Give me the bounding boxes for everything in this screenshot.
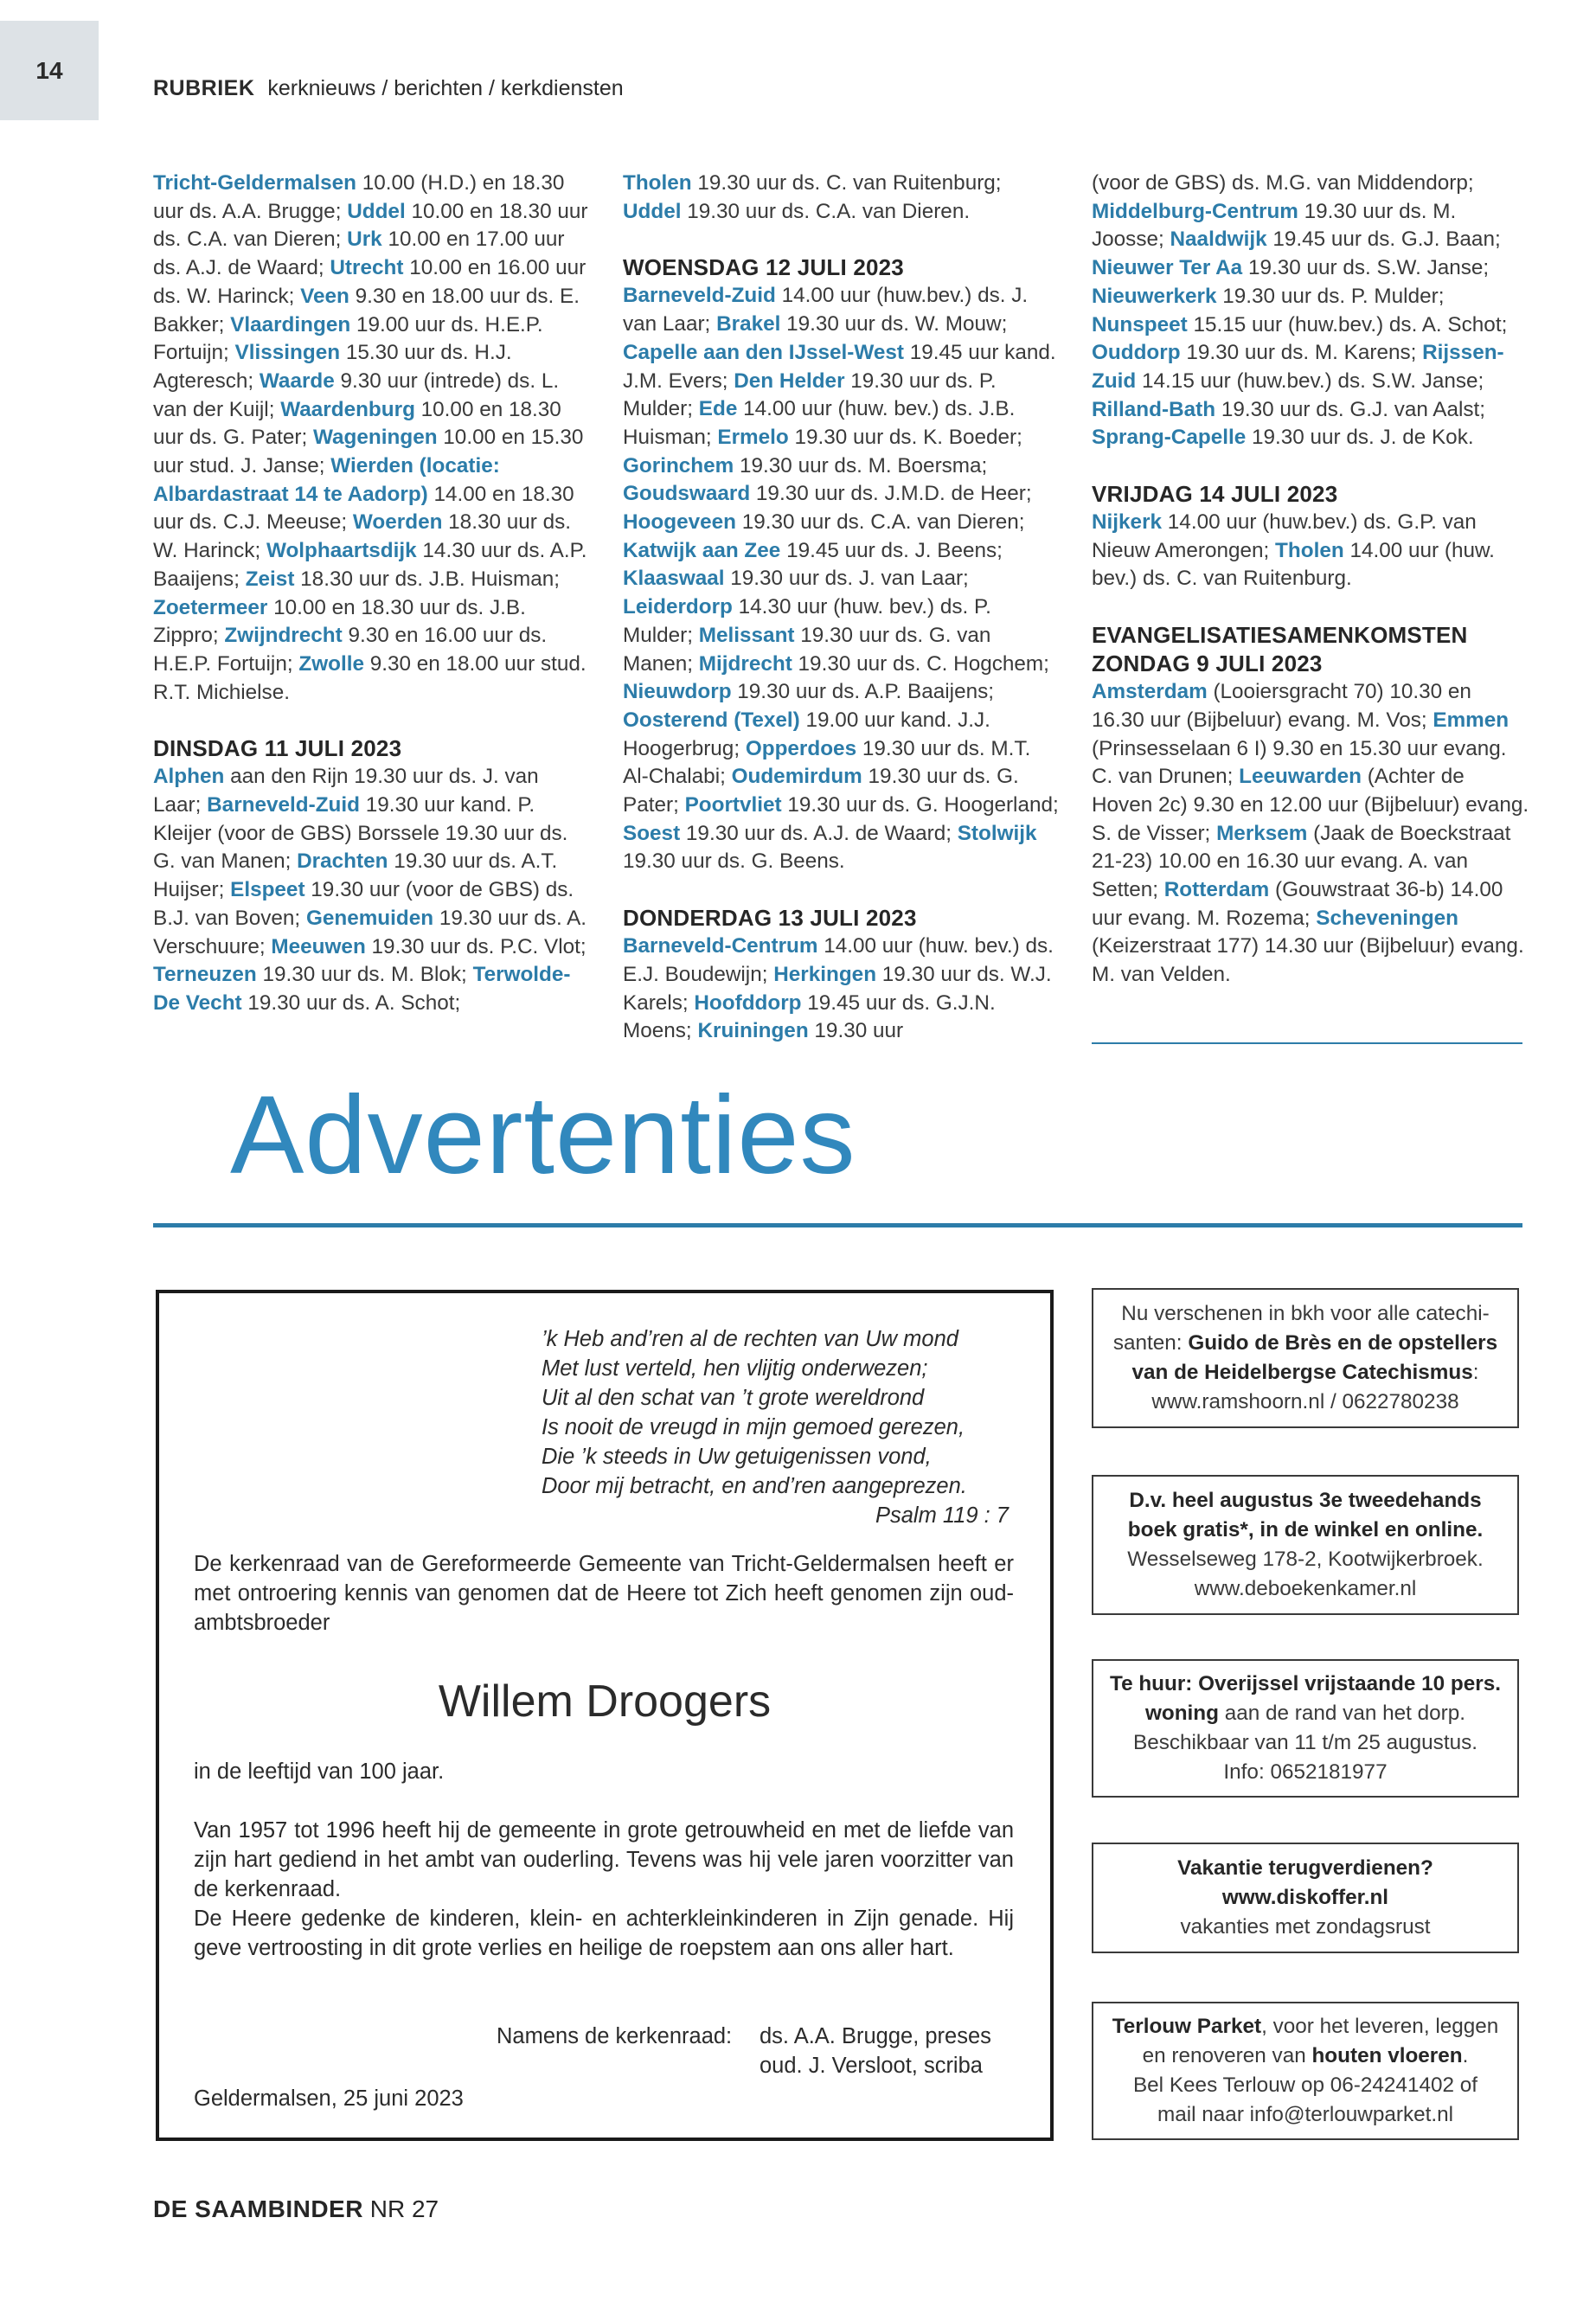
ad-text: mail naar info@terlouwparket.nl xyxy=(1157,2103,1454,2126)
place-name: Kruiningen xyxy=(697,1019,809,1043)
place-name: Mijdrecht xyxy=(698,651,792,676)
ad-line xyxy=(1151,1388,1458,1417)
place-name: Ermelo xyxy=(717,425,789,449)
service-text: 19.30 uur ds. M.T. Al-Chalabi; xyxy=(623,736,1031,789)
service-text: 19.45 uur ds. J. Beens; xyxy=(780,538,1003,562)
service-text: 19.30 uur ds. C.A. van Dieren. xyxy=(681,199,971,223)
service-text: 9.30 uur (intrede) ds. L. van der Kuijl; xyxy=(153,369,560,421)
place-name: Nunspeet xyxy=(1092,312,1188,336)
service-text: 14.00 uur (huw. bev.) ds. E.J. Boudewijn; xyxy=(623,934,1054,986)
service-text: 18.30 uur ds. W. Harinck; xyxy=(153,510,572,563)
obituary-intro: De kerkenraad van de Gereformeerde Gemeente van Tricht-Geldermalsen heeft er met ontroering kennis van genomen dat de Heere tot Zich heeft genomen zijn oud-ambtsbroeder xyxy=(194,1552,1014,1635)
service-text: (Achter de Hoven 2c) 9.30 en 12.00 uur (Bijbeluur) evang. S. de Visser; xyxy=(1092,765,1529,845)
issue-number: NR 27 xyxy=(369,2195,439,2222)
service-text: 10.00 en 16.00 uur ds. W. Harinck; xyxy=(153,256,586,308)
place-name: Waardenburg xyxy=(280,397,415,421)
service-text: 14.00 uur (huw. bev.) ds. J.B. Huisman; xyxy=(623,397,1016,449)
place-name: Barneveld-Centrum xyxy=(623,934,818,958)
place-name: Poortvliet xyxy=(684,793,782,817)
service-text: 14.00 uur (huw.bev.) ds. G.P. van Nieuw Amerongen; xyxy=(1092,510,1477,562)
place-name: Naaldwijk xyxy=(1170,228,1267,252)
service-paragraph xyxy=(153,763,591,1017)
place-name: Sprang-Capelle xyxy=(1092,426,1247,450)
obituary-blessing: De Heere gedenke de kinderen, klein- en achterkleinkinderen in Zijn genade. Hij geve vertroosting in dit grote verlies en heilige de roepstem aan ons aller hart. xyxy=(194,1907,1014,1960)
ad-highlight: Guido de Brès en de opstellers xyxy=(1188,1331,1498,1355)
ad-text: www.ramshoorn.nl / 0622780238 xyxy=(1151,1390,1459,1413)
place-name: Vlaardingen xyxy=(230,312,351,336)
ad-highlight: Vakantie terugverdienen? xyxy=(1177,1856,1433,1880)
place-name: Stolwijk xyxy=(957,821,1037,845)
service-text: (Gouwstraat 36-b) 14.00 uur evang. M. Rozema; xyxy=(1092,878,1503,930)
service-text: 19.30 uur ds. G. Beens. xyxy=(623,849,845,874)
place-name: Utrecht xyxy=(330,256,404,280)
service-paragraph xyxy=(623,933,1061,1046)
service-text: 19.30 uur ds. A.T. Huijser; xyxy=(153,849,558,902)
service-text: 19.30 uur ds. G. Hoogerland; xyxy=(781,793,1059,817)
evangelisation-heading: EVANGELISATIESAMENKOMSTEN xyxy=(1092,622,1468,649)
signature-label: Namens de kerkenraad: xyxy=(497,2024,733,2048)
psalm-line: Door mij betracht, en and’ren aangeprezen. xyxy=(542,1474,967,1498)
place-name: Katwijk aan Zee xyxy=(623,538,781,562)
service-text: 19.30 uur ds. P. Mulder; xyxy=(1216,284,1445,308)
ad-line xyxy=(1223,1758,1387,1787)
service-text: 19.30 uur ds. C. Hogchem; xyxy=(792,651,1049,676)
service-text: 14.00 uur (huw.bev.) ds. J. van Laar; xyxy=(623,284,1029,336)
place-name: Zwijndrecht xyxy=(224,624,343,648)
place-name: Tholen xyxy=(623,171,692,195)
rubric-label: RUBRIEK xyxy=(153,76,255,100)
place-name: Oosterend (Texel) xyxy=(623,708,800,732)
place-name: Leeuwarden xyxy=(1239,765,1362,789)
service-paragraph xyxy=(153,170,591,707)
place-name: Barneveld-Zuid xyxy=(207,793,360,817)
rubric-subtitle: kerknieuws / berichten / kerkdiensten xyxy=(267,76,624,100)
service-text: 19.30 uur ds. P.C. Vlot; xyxy=(365,934,586,958)
service-text: (Prinsesselaan 6 I) 9.30 en 15.30 uur evang. C. van Drunen; xyxy=(1092,736,1507,789)
service-text: 14.30 uur (huw. bev.) ds. P. Mulder; xyxy=(623,595,991,647)
ad-text: aan de rand van het dorp. xyxy=(1218,1702,1466,1725)
place-name: Woerden xyxy=(352,510,443,535)
place-name: Barneveld-Zuid xyxy=(623,284,776,308)
service-text: 19.30 uur ds. P. Mulder; xyxy=(623,369,997,421)
place-name: Vlissingen xyxy=(234,341,341,365)
place-name: Zoetermeer xyxy=(153,595,268,619)
advertisements-title: Advertenties xyxy=(230,1074,856,1197)
service-text: 14.00 uur (huw. bev.) ds. C. van Ruitenburg. xyxy=(1092,538,1495,591)
place-name: Hoogeveen xyxy=(623,510,736,535)
place-name: Emmen xyxy=(1433,708,1509,732)
ad-line xyxy=(1127,1545,1483,1574)
service-text: 10.00 en 18.30 uur ds. J.B. Zippro; xyxy=(153,595,526,648)
ad-highlight: van de Heidelbergse Catechismus xyxy=(1131,1361,1473,1384)
service-text: 10.00 en 18.30 uur ds. C.A. van Dieren; xyxy=(153,199,588,252)
service-text: 19.30 uur kand. P. Kleijer (voor de GBS) Borssele 19.30 uur ds. G. van Manen; xyxy=(153,793,568,874)
place-name: Nijkerk xyxy=(1092,510,1163,535)
place-name: Nieuwerkerk xyxy=(1092,284,1217,308)
place-name: Wolphaartsdijk xyxy=(266,539,417,563)
ad-line xyxy=(1112,2012,1499,2041)
service-text: 19.30 uur ds. S.W. Janse; xyxy=(1242,256,1490,280)
service-text: 10.00 en 18.30 uur ds. G. Pater; xyxy=(153,397,561,450)
ad-text: Nu verschenen in bkh voor alle catechi- xyxy=(1121,1302,1490,1325)
place-name: Veen xyxy=(300,284,349,308)
service-text: 19.30 uur ds. M. Boersma; xyxy=(734,453,988,478)
service-text: aan den Rijn 19.30 uur ds. J. van Laar; xyxy=(153,765,539,817)
ad-line xyxy=(1133,2071,1477,2100)
service-paragraph xyxy=(1092,170,1529,452)
day-heading: ZONDAG 9 JULI 2023 xyxy=(1092,651,1323,677)
ad-line xyxy=(1110,1670,1501,1699)
ad-highlight: www.diskoffer.nl xyxy=(1221,1886,1389,1909)
service-text: 19.30 uur ds. G.J. van Aalst; xyxy=(1215,397,1486,421)
ad-text: Wesselseweg 178-2, Kootwijkerbroek. xyxy=(1127,1548,1484,1571)
ad-line xyxy=(1113,1329,1497,1358)
ad-line xyxy=(1129,1486,1481,1516)
service-text: 19.30 uur ds. J.M.D. de Heer; xyxy=(750,482,1032,506)
service-text: (Jaak de Boeckstraat 21-23) 10.00 en 16.30 uur evang. A. van Setten; xyxy=(1092,821,1511,902)
service-text: 19.30 uur ds. W. Mouw; xyxy=(780,312,1008,336)
place-name: Den Helder xyxy=(734,369,845,393)
place-name: Meeuwen xyxy=(271,934,366,958)
ad-line xyxy=(1143,2041,1469,2071)
place-name: Zwolle xyxy=(298,651,364,676)
ad-line xyxy=(1128,1516,1483,1545)
ad-text: . xyxy=(1462,2044,1469,2067)
ad-line xyxy=(1177,1854,1433,1883)
place-name: Zeist xyxy=(245,567,295,591)
psalm-line: Uit al den schat van ’t grote wereldrond xyxy=(542,1386,925,1410)
place-name: Middelburg-Centrum xyxy=(1092,199,1298,223)
service-text: 19.30 uur ds. C. van Ruitenburg; xyxy=(691,171,1002,195)
place-name: Urk xyxy=(347,228,382,252)
place-name: Terneuzen xyxy=(153,963,257,987)
advertisements-rule xyxy=(153,1223,1522,1227)
service-text: 10.00 en 15.30 uur stud. J. Janse; xyxy=(153,426,584,478)
place-name: Uddel xyxy=(623,199,682,223)
ad-text: , voor het leveren, leggen xyxy=(1261,2015,1499,2038)
column-left xyxy=(153,170,591,1018)
signer: ds. A.A. Brugge, preses xyxy=(760,2024,991,2048)
service-text: 19.30 uur ds. J. van Laar; xyxy=(724,567,969,591)
day-heading: DINSDAG 11 JULI 2023 xyxy=(153,735,402,762)
place-name: Alphen xyxy=(153,765,225,789)
service-paragraph xyxy=(623,282,1061,876)
place-name: Elspeet xyxy=(230,878,305,902)
place-name: Herkingen xyxy=(773,962,877,986)
deceased-name: Willem Droogers xyxy=(438,1676,772,1727)
ad-text: Info: 0652181977 xyxy=(1223,1760,1388,1784)
place-name: Brakel xyxy=(716,312,781,336)
ad-text: Beschikbaar van 11 t/m 25 augustus. xyxy=(1133,1731,1477,1754)
ad-highlight: Terlouw Parket xyxy=(1112,2015,1262,2038)
service-text: 19.30 uur ds. G. Pater; xyxy=(623,765,1019,817)
ad-highlight: houten vloeren xyxy=(1311,2044,1463,2067)
place-name: Scheveningen xyxy=(1316,906,1459,930)
psalm-reference: Psalm 119 : 7 xyxy=(875,1503,1009,1528)
service-text: 19.30 uur xyxy=(808,1019,904,1043)
place-name: Rijssen-Zuid xyxy=(1092,341,1504,393)
page-number: 14 xyxy=(35,56,63,84)
day-heading: DONDERDAG 13 JULI 2023 xyxy=(623,905,917,932)
service-text: 19.00 uur ds. H.E.P. Fortuijn; xyxy=(153,312,543,365)
ad-line xyxy=(1222,1883,1388,1913)
ad-catechism-book xyxy=(1092,1288,1519,1428)
service-text: 9.30 en 18.00 uur stud. R.T. Michielse. xyxy=(153,651,586,704)
psalm-verse xyxy=(542,1324,1009,1530)
column-middle xyxy=(623,170,1061,1046)
ad-line xyxy=(1131,1358,1478,1388)
place-name: Gorinchem xyxy=(623,453,734,478)
service-text: 19.30 uur ds. G. van Manen; xyxy=(623,623,991,676)
day-heading: VRIJDAG 14 JULI 2023 xyxy=(1092,481,1338,508)
service-text: (voor de GBS) ds. M.G. van Middendorp; xyxy=(1092,171,1474,195)
place-name: Ouddorp xyxy=(1092,341,1181,365)
psalm-line: Is nooit de vreugd in mijn gemoed gerezen, xyxy=(542,1415,965,1439)
place-name: Nieuwer Ter Aa xyxy=(1092,256,1243,280)
place-name: Drachten xyxy=(297,849,388,874)
service-text: 9.30 en 16.00 uur ds. H.E.P. Fortuijn; xyxy=(153,624,548,676)
obituary-notice xyxy=(156,1290,1054,2141)
signers xyxy=(760,2022,991,2080)
service-text: 19.30 uur ds. A. Verschuure; xyxy=(153,906,587,958)
column-end-rule xyxy=(1092,1042,1522,1044)
service-text: 19.30 uur ds. J. de Kok. xyxy=(1246,426,1474,450)
service-text: 19.45 uur ds. G.J.N. Moens; xyxy=(623,990,996,1043)
service-text: 19.45 uur ds. G.J. Baan; xyxy=(1266,228,1501,252)
service-text: 14.30 uur ds. A.P. Baaijens; xyxy=(153,539,587,591)
place-name: Waarde xyxy=(259,369,335,393)
service-text: 19.45 uur kand. J.M. Evers; xyxy=(623,340,1056,393)
service-text: 19.30 uur ds. M. Joosse; xyxy=(1092,199,1457,252)
ad-line xyxy=(1180,1913,1430,1942)
service-text: 19.30 uur ds. C.A. van Dieren; xyxy=(735,510,1025,535)
place-name: Ede xyxy=(698,397,738,421)
psalm-line: ’k Heb and’ren al de rechten van Uw mond xyxy=(542,1327,958,1351)
place-name: Wierden (locatie: Albardastraat 14 te Aadorp) xyxy=(153,454,500,506)
place-name: Hoofddorp xyxy=(694,990,802,1015)
obituary-signature xyxy=(497,2022,991,2080)
obituary-service: Van 1957 tot 1996 heeft hij de gemeente in grote getrouwheid en met de liefde van zijn hart gediend in het ambt van ouderling. Tevens was hij vele jaren voorzitter van de kerkenraad. xyxy=(194,1818,1014,1901)
place-name: Merksem xyxy=(1216,821,1308,845)
day-heading: WOENSDAG 12 JULI 2023 xyxy=(623,254,904,281)
service-text: 10.00 (H.D.) en 18.30 uur ds. A.A. Brugge; xyxy=(153,171,565,223)
ad-text: Bel Kees Terlouw op 06-24241402 of xyxy=(1132,2073,1478,2097)
service-text: 19.30 uur ds. A. Schot; xyxy=(241,990,461,1015)
ad-text: www.deboekenkamer.nl xyxy=(1194,1577,1417,1600)
service-text: (Keizerstraat 177) 14.30 uur (Bijbeluur) evang. M. van Velden. xyxy=(1092,934,1524,987)
ad-line xyxy=(1157,2100,1453,2130)
psalm-line: Die ’k steeds in Uw getuigenissen vond, xyxy=(542,1445,932,1469)
page-footer xyxy=(153,2195,439,2223)
service-text: 15.15 uur (huw.bev.) ds. A. Schot; xyxy=(1187,312,1508,336)
place-name: Rilland-Bath xyxy=(1092,397,1216,421)
place-name: Uddel xyxy=(347,199,406,223)
ad-text: santen: xyxy=(1112,1331,1189,1355)
page-number-tab xyxy=(0,21,99,120)
place-name: Tricht-Geldermalsen xyxy=(153,171,356,195)
service-text: (Looiersgracht 70) 10.30 en 16.30 uur (Bijbeluur) evang. M. Vos; xyxy=(1092,680,1471,732)
ad-line xyxy=(1145,1699,1465,1728)
service-text: 19.00 uur kand. J.J. Hoogerbrug; xyxy=(623,708,990,760)
place-name: Amsterdam xyxy=(1092,680,1208,704)
ad-house-rental xyxy=(1092,1659,1519,1798)
place-name: Opperdoes xyxy=(745,736,857,760)
service-paragraph xyxy=(623,170,1061,226)
place-name: Melissant xyxy=(698,623,795,647)
place-name: Capelle aan den IJssel-West xyxy=(623,340,904,364)
place-name: Nieuwdorp xyxy=(623,680,732,704)
place-name: Terwolde-De Vecht xyxy=(153,963,571,1015)
place-name: Oudemirdum xyxy=(731,765,862,789)
service-text: 15.30 uur ds. H.J. Agteresch; xyxy=(153,341,512,393)
place-name: Soest xyxy=(623,821,681,845)
psalm-line: Met lust verteld, hen vlijtig onderwezen; xyxy=(542,1356,928,1381)
ad-text: en renoveren van xyxy=(1142,2044,1312,2067)
section-header xyxy=(153,76,624,101)
obituary-place-date: Geldermalsen, 25 juni 2023 xyxy=(194,2086,464,2111)
ad-holiday xyxy=(1092,1843,1519,1953)
service-paragraph xyxy=(1092,678,1529,990)
ad-text: : xyxy=(1472,1361,1479,1384)
service-text: 19.30 uur ds. A.J. de Waard; xyxy=(680,821,958,845)
service-text: 19.30 uur (voor de GBS) ds. B.J. van Boven; xyxy=(153,878,574,930)
magazine-name: DE SAAMBINDER xyxy=(153,2195,363,2222)
place-name: Klaaswaal xyxy=(623,567,725,591)
service-text: 19.30 uur ds. M. Blok; xyxy=(256,963,473,987)
ad-line xyxy=(1133,1728,1477,1758)
service-text: 19.30 uur ds. M. Karens; xyxy=(1180,341,1423,365)
ad-highlight: boek gratis*, in de winkel en online. xyxy=(1127,1518,1484,1541)
place-name: Leiderdorp xyxy=(623,595,733,619)
service-text: 14.15 uur (huw.bev.) ds. S.W. Janse; xyxy=(1136,369,1484,393)
service-text: 10.00 en 17.00 uur ds. A.J. de Waard; xyxy=(153,228,565,280)
service-text: 14.00 en 18.30 uur ds. C.J. Meeuse; xyxy=(153,482,574,535)
service-text: 19.30 uur ds. W.J. Karels; xyxy=(623,962,1052,1015)
ad-text: vakanties met zondagsrust xyxy=(1180,1915,1431,1939)
column-right xyxy=(1092,170,1529,990)
place-name: Tholen xyxy=(1275,538,1344,562)
service-text: 18.30 uur ds. J.B. Huisman; xyxy=(294,567,560,591)
obituary-age: in de leeftijd van 100 jaar. xyxy=(194,1759,445,1784)
place-name: Rotterdam xyxy=(1163,878,1270,902)
service-text: 19.30 uur ds. A.P. Baaijens; xyxy=(731,680,995,704)
signer: oud. J. Versloot, scriba xyxy=(760,2054,983,2078)
ad-highlight: D.v. heel augustus 3e tweedehands xyxy=(1129,1489,1482,1512)
service-paragraph xyxy=(1092,509,1529,593)
place-name: Genemuiden xyxy=(305,906,434,930)
ad-parquet xyxy=(1092,2002,1519,2140)
ad-book-shop xyxy=(1092,1475,1519,1615)
ad-highlight: woning xyxy=(1144,1702,1219,1725)
ad-line xyxy=(1195,1574,1417,1604)
place-name: Goudswaard xyxy=(623,482,751,506)
ad-highlight: Te huur: Overijssel vrijstaande 10 pers. xyxy=(1110,1672,1501,1695)
service-text: 19.30 uur ds. K. Boeder; xyxy=(788,425,1022,449)
place-name: Wageningen xyxy=(313,426,438,450)
ad-line xyxy=(1121,1299,1489,1329)
service-text: 9.30 en 18.00 uur ds. E. Bakker; xyxy=(153,284,580,336)
